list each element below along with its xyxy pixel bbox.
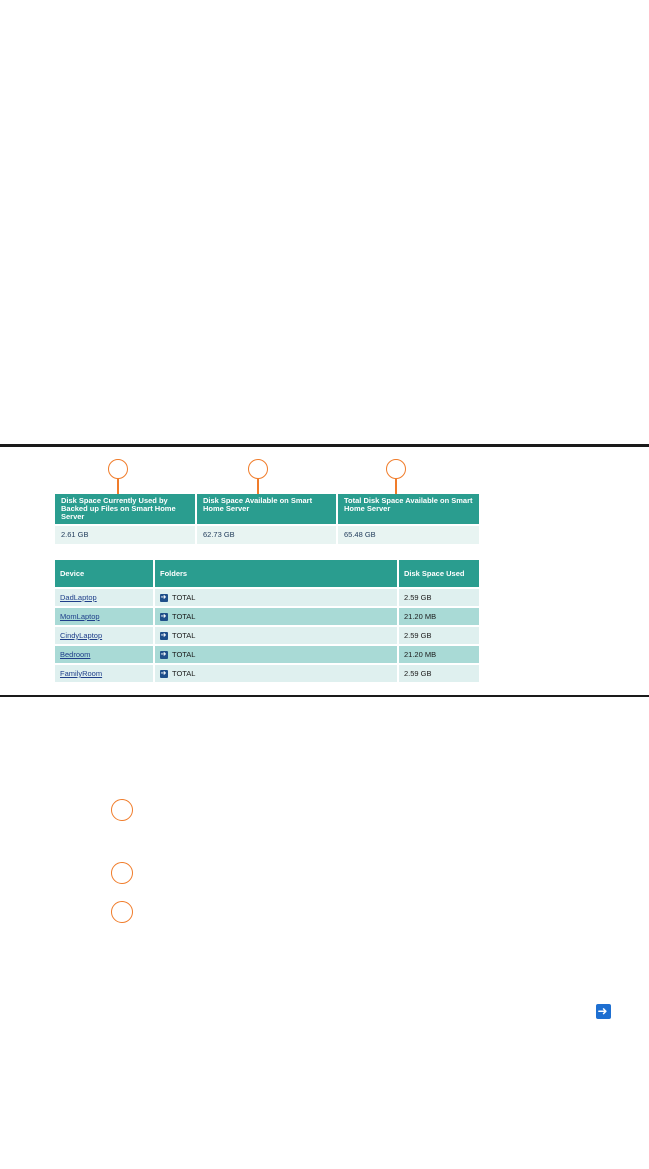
- callout-leader-3: [395, 479, 397, 494]
- device-link-cindylaptop[interactable]: CindyLaptop: [60, 631, 103, 640]
- disk-used-cell: 21.20 MB: [398, 645, 479, 664]
- folder-cell[interactable]: [154, 588, 398, 607]
- folder-label: TOTAL: [172, 592, 196, 602]
- disk-used-cell: 2.59 GB: [398, 664, 479, 682]
- callout-circle-3: [386, 459, 406, 479]
- right-arrow-icon: [160, 670, 168, 678]
- summary-value-used: 2.61 GB: [55, 526, 195, 544]
- device-link-momlaptop[interactable]: MomLaptop: [60, 612, 100, 621]
- right-arrow-icon: [160, 613, 168, 621]
- summary-header-total: Total Disk Space Available on Smart Home Server: [338, 494, 479, 524]
- device-cell: [55, 588, 154, 607]
- legend-callout-1: [111, 799, 133, 821]
- folder-label: TOTAL: [172, 611, 196, 621]
- next-page-arrow-icon[interactable]: [596, 1004, 611, 1019]
- disk-used-cell: 21.20 MB: [398, 607, 479, 626]
- summary-value-row: [55, 526, 479, 544]
- devices-header-row: [55, 560, 479, 588]
- device-link-familyroom[interactable]: FamilyRoom: [60, 669, 103, 678]
- bottom-divider: [0, 695, 649, 697]
- device-link-dadlaptop[interactable]: DadLaptop: [60, 593, 97, 602]
- device-link-bedroom[interactable]: Bedroom: [60, 650, 91, 659]
- table-row: [55, 607, 479, 626]
- callout-leader-2: [257, 479, 259, 494]
- callout-leader-1: [117, 479, 119, 494]
- callout-circle-2: [248, 459, 268, 479]
- device-cell: [55, 607, 154, 626]
- column-header-disk-space-used: Disk Space Used: [398, 560, 479, 588]
- devices-table: [55, 560, 479, 682]
- legend-callout-2: [111, 862, 133, 884]
- right-arrow-icon: [160, 594, 168, 602]
- summary-value-available: 62.73 GB: [197, 526, 336, 544]
- callout-circle-1: [108, 459, 128, 479]
- legend-callout-3: [111, 901, 133, 923]
- column-header-folders: Folders: [154, 560, 398, 588]
- folder-cell[interactable]: [154, 664, 398, 682]
- table-row: [55, 664, 479, 682]
- table-row: [55, 626, 479, 645]
- disk-summary-table: [55, 494, 479, 544]
- folder-cell[interactable]: [154, 607, 398, 626]
- device-cell: [55, 645, 154, 664]
- right-arrow-icon: [160, 632, 168, 640]
- folder-label: TOTAL: [172, 649, 196, 659]
- right-arrow-icon: [160, 651, 168, 659]
- folder-label: TOTAL: [172, 668, 196, 678]
- table-row: [55, 588, 479, 607]
- folder-label: TOTAL: [172, 630, 196, 640]
- summary-header-available: Disk Space Available on Smart Home Server: [197, 494, 336, 524]
- column-header-device: Device: [55, 560, 154, 588]
- device-cell: [55, 664, 154, 682]
- top-divider: [0, 444, 649, 447]
- summary-header-row: [55, 494, 479, 524]
- device-cell: [55, 626, 154, 645]
- summary-value-total: 65.48 GB: [338, 526, 479, 544]
- summary-header-used: Disk Space Currently Used by Backed up Files on Smart Home Server: [55, 494, 195, 524]
- disk-used-cell: 2.59 GB: [398, 626, 479, 645]
- folder-cell[interactable]: [154, 626, 398, 645]
- folder-cell[interactable]: [154, 645, 398, 664]
- table-row: [55, 645, 479, 664]
- disk-used-cell: 2.59 GB: [398, 588, 479, 607]
